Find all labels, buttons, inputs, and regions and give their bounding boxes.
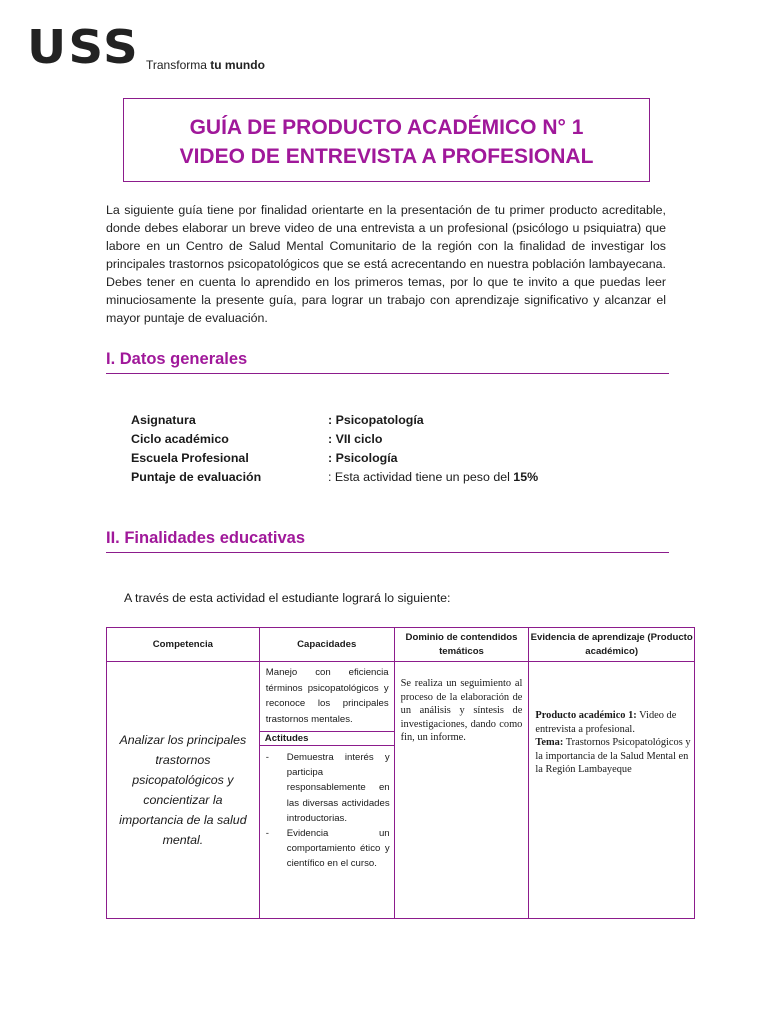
datos-value: : VII ciclo (328, 432, 383, 446)
section-heading-datos-generales: I. Datos generales (106, 350, 669, 374)
table-row (107, 662, 695, 919)
datos-label: Ciclo académico (131, 432, 229, 446)
lead-sentence: A través de esta actividad el estudiante logrará lo siguiente: (124, 591, 451, 605)
logo-mark: USS (27, 20, 140, 74)
competencia-text: Analizar los principales trastornos psicopatológicos y concientizar la importancia de la salud mental. (119, 733, 247, 847)
datos-value-prefix: : Esta actividad tiene un peso del (328, 470, 514, 484)
header-dominio: Dominio de contendidos temáticos (394, 628, 529, 662)
intro-paragraph: La siguiente guía tiene por finalidad orientarte en la presentación de tu primer producto acreditable, donde debes elaborar un breve video de una entrevista a un profesional (psicólogo u psiquiatra) que labore en un Centro de Salud Mental Comunitario de la región con la finalidad de investigar los principales trastornos psicopatológicos que se está acrecentando en nuestra población lambayecana. Debes tener en cuenta lo aprendido en los primeros temas, por lo que te invito a que puedas leer minuciosamente la presente guía, para lograr un trabajo con aprendizaje significativo y alcanzar el mayor puntaje de evaluación. (106, 203, 666, 325)
header-evidencia: Evidencia de aprendizaje (Producto académico) (529, 628, 695, 662)
producto-label: Producto académico 1: (535, 710, 637, 721)
title-box (123, 98, 650, 182)
capacidades-text: Manejo con eficiencia términos psicopatológicos y reconoce los principales trastornos mentales. (265, 667, 389, 725)
producto-text: Video de entrevista a profesional. (535, 710, 677, 735)
list-item: - Evidencia un comportamiento ético y científico en el curso. (265, 828, 390, 870)
datos-value-bold: 15% (513, 470, 539, 484)
title-line-1: GUÍA DE PRODUCTO ACADÉMICO N° 1 (189, 116, 584, 139)
table-header-row (107, 628, 695, 662)
cell-dominio (394, 662, 529, 919)
tema-text: Trastornos Psicopatológicos y la importancia de la Salud Mental en la Región Lambayeque (535, 737, 691, 775)
datos-label: Puntaje de evaluación (131, 470, 262, 484)
dominio-text: Se realiza un seguimiento al proceso de la elaboración de un análisis y síntesis de investigaciones, dando como fin, un informe. (400, 678, 523, 743)
datos-label: Asignatura (131, 413, 196, 427)
cell-capacidades (259, 662, 394, 919)
datos-value (328, 468, 538, 487)
datos-value: : Psicopatología (328, 413, 424, 427)
cell-evidencia (529, 662, 695, 919)
competencias-table (106, 627, 695, 919)
header-capacidades: Capacidades (259, 628, 394, 662)
list-item: - Demuestra interés y participa responsablemente en las diversas actividades introductorias. (265, 752, 390, 824)
actitudes-label: Actitudes (260, 731, 394, 746)
tagline-normal: Transforma (146, 58, 211, 72)
actitud-text: Evidencia un comportamiento ético y científico en el curso. (286, 828, 390, 870)
actitud-text: Demuestra interés y participa responsablemente en las diversas actividades introductorias. (286, 752, 390, 824)
tema-label: Tema: (535, 737, 564, 748)
actitudes-list (260, 746, 394, 876)
title-line-2: VIDEO DE ENTREVISTA A PROFESIONAL (179, 145, 594, 168)
section-heading-finalidades: II. Finalidades educativas (106, 529, 669, 553)
logo-tagline (146, 58, 265, 72)
cell-competencia (107, 662, 260, 919)
datos-label: Escuela Profesional (131, 451, 249, 465)
tagline-bold: tu mundo (210, 58, 265, 72)
datos-value: : Psicología (328, 451, 398, 465)
header-competencia: Competencia (107, 628, 260, 662)
evidencia-text (529, 662, 694, 777)
